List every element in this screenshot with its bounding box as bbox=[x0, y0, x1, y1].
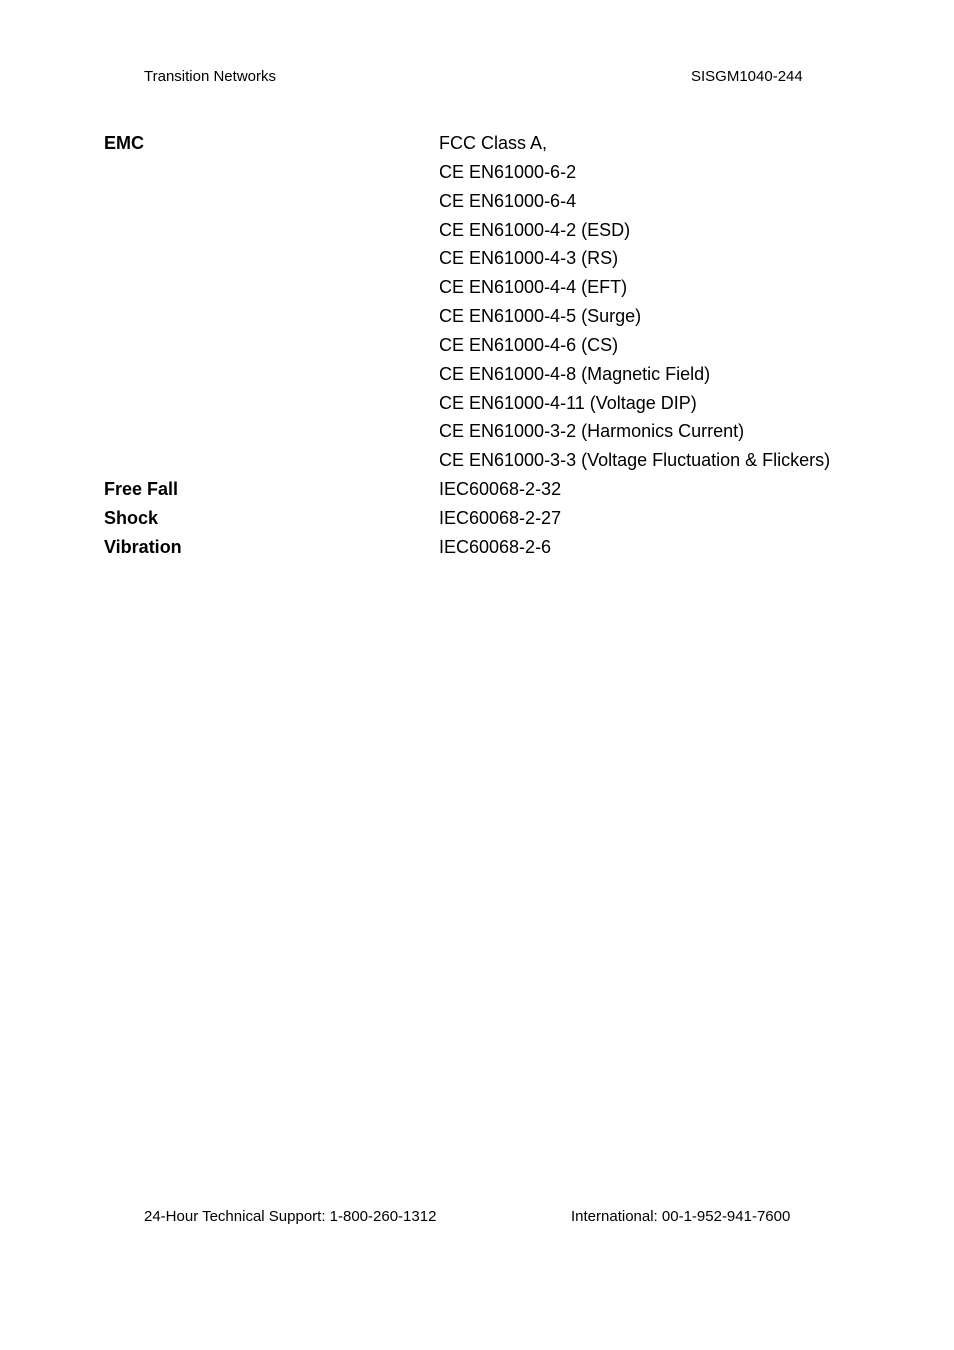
spec-value: IEC60068-2-32 bbox=[439, 479, 562, 500]
spec-row bbox=[104, 504, 884, 533]
spec-values bbox=[439, 129, 884, 475]
spec-value: IEC60068-2-6 bbox=[439, 536, 552, 557]
spec-value: CE EN61000-4-2 (ESD) bbox=[439, 219, 631, 240]
spec-label: Free Fall bbox=[104, 479, 179, 500]
spec-value: IEC60068-2-27 bbox=[439, 507, 562, 528]
spec-value: CE EN61000-3-3 (Voltage Fluctuation & Flickers) bbox=[439, 450, 831, 471]
spec-value: FCC Class A, bbox=[439, 133, 548, 153]
spec-row bbox=[104, 475, 884, 504]
header-company: Transition Networks bbox=[144, 68, 276, 85]
spec-row bbox=[104, 533, 884, 562]
spec-label: EMC bbox=[104, 133, 144, 153]
footer-support: 24-Hour Technical Support: 1-800-260-1312 bbox=[144, 1208, 437, 1225]
spec-label: Shock bbox=[104, 507, 159, 528]
spec-label: Vibration bbox=[104, 536, 182, 557]
spec-table bbox=[104, 129, 884, 562]
header-model: SISGM1040-244 bbox=[691, 68, 803, 85]
spec-values bbox=[439, 533, 884, 562]
spec-value: CE EN61000-4-4 (EFT) bbox=[439, 277, 628, 298]
spec-value: CE EN61000-3-2 (Harmonics Current) bbox=[439, 421, 745, 442]
footer-international: International: 00-1-952-941-7600 bbox=[571, 1208, 791, 1225]
spec-value: CE EN61000-4-5 (Surge) bbox=[439, 306, 642, 327]
spec-value: CE EN61000-6-2 bbox=[439, 161, 577, 182]
spec-row bbox=[104, 129, 884, 475]
spec-values bbox=[439, 475, 884, 504]
spec-value: CE EN61000-4-3 (RS) bbox=[439, 248, 619, 269]
spec-value: CE EN61000-4-6 (CS) bbox=[439, 334, 619, 355]
spec-value: CE EN61000-6-4 bbox=[439, 190, 577, 211]
spec-value: CE EN61000-4-11 (Voltage DIP) bbox=[439, 392, 697, 413]
spec-values bbox=[439, 504, 884, 533]
spec-value: CE EN61000-4-8 (Magnetic Field) bbox=[439, 363, 711, 384]
